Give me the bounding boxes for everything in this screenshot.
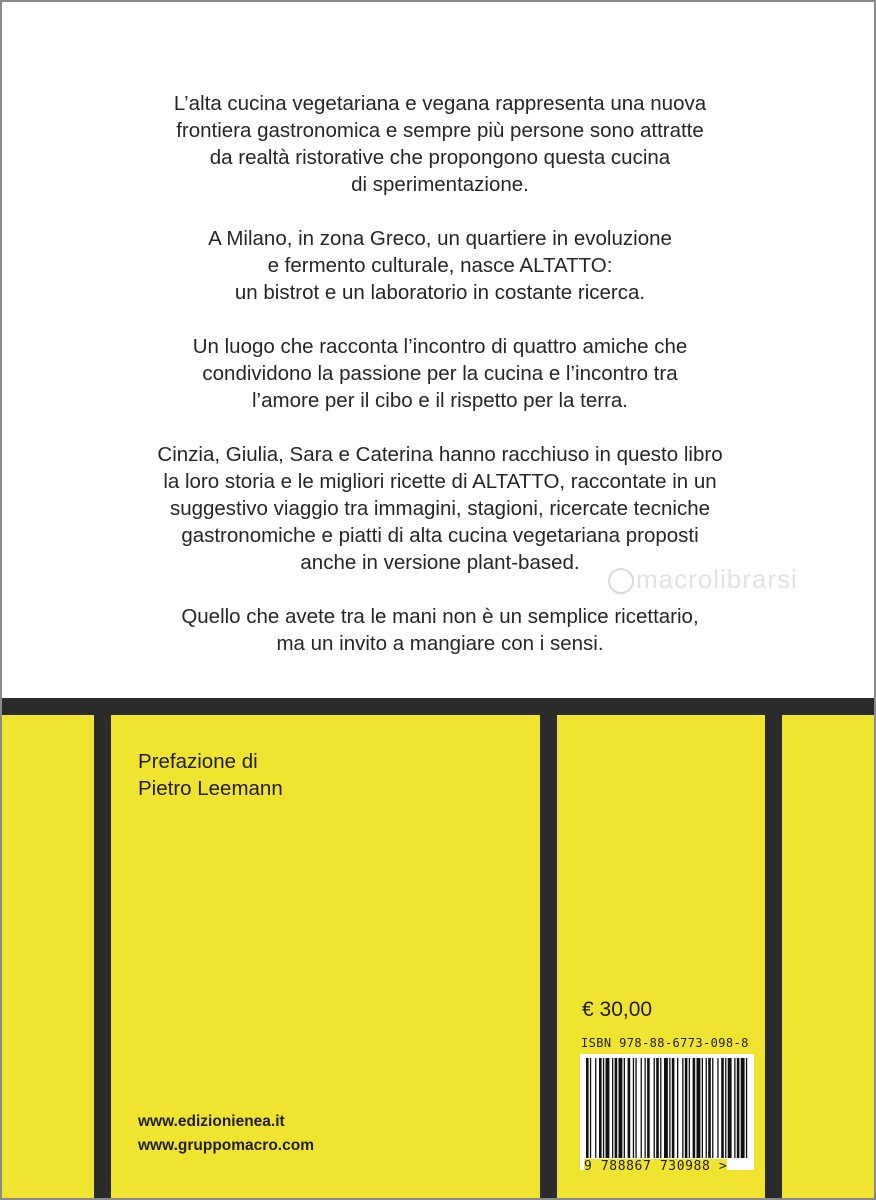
price-label: € 30,00 bbox=[582, 998, 653, 1021]
blurb-line: anche in versione plant-based. bbox=[300, 551, 580, 574]
band-vertical-rule bbox=[94, 698, 111, 1200]
blurb-line: gastronomiche e piatti di alta cucina vegetariana proposti bbox=[181, 524, 699, 547]
band-vertical-rule bbox=[540, 698, 557, 1200]
blurb-paragraph-2 bbox=[2, 225, 876, 306]
blurb-line: da realtà ristorative che propongono questa cucina bbox=[209, 146, 671, 169]
blurb-paragraph-5 bbox=[2, 603, 876, 657]
blurb-line: condividono la passione per la cucina e l’incontro tra bbox=[202, 362, 678, 385]
blurb-line: frontiera gastronomica e sempre più persone sono attratte bbox=[176, 119, 704, 142]
blurb-line: L’alta cucina vegetariana e vegana rappresenta una nuova bbox=[173, 92, 707, 115]
preface-credit bbox=[138, 748, 283, 802]
barcode-bars-icon bbox=[580, 1054, 754, 1170]
barcode bbox=[580, 1054, 754, 1170]
blurb-line: ma un invito a mangiare con i sensi. bbox=[276, 632, 604, 655]
blurb-line: la loro storia e le migliori ricette di ALTATTO, raccontate in un bbox=[163, 470, 717, 493]
isbn-label: ISBN 978-88-6773-098-8 bbox=[581, 1036, 749, 1050]
watermark-logo-icon bbox=[608, 568, 634, 594]
blurb-paragraph-4 bbox=[2, 441, 876, 576]
blurb-line: Cinzia, Giulia, Sara e Caterina hanno racchiuso in questo libro bbox=[157, 443, 723, 466]
blurb-line: A Milano, in zona Greco, un quartiere in evoluzione bbox=[208, 227, 672, 250]
blurb-line: l’amore per il cibo e il rispetto per la terra. bbox=[252, 389, 628, 412]
publisher-websites bbox=[138, 1110, 314, 1158]
blurb-line: e fermento culturale, nasce ALTATTO: bbox=[267, 254, 613, 277]
watermark-text: macrolibrarsi bbox=[636, 564, 798, 594]
band-top-rule bbox=[2, 698, 876, 715]
website-link[interactable]: www.edizionienea.it bbox=[138, 1113, 285, 1130]
blurb-line: Quello che avete tra le mani non è un semplice ricettario, bbox=[181, 605, 699, 628]
blurb-line: suggestivo viaggio tra immagini, stagioni, ricercate tecniche bbox=[169, 497, 711, 520]
blurb-line: di sperimentazione. bbox=[351, 173, 529, 196]
preface-label: Prefazione di bbox=[138, 750, 258, 773]
barcode-digits: 9 788867 730988 > bbox=[584, 1159, 728, 1174]
blurb-paragraph-3 bbox=[2, 333, 876, 414]
blurb-line: un bistrot e un laboratorio in costante ricerca. bbox=[234, 281, 646, 304]
website-link[interactable]: www.gruppomacro.com bbox=[138, 1137, 314, 1154]
blurb-line: Un luogo che racconta l’incontro di quattro amiche che bbox=[192, 335, 688, 358]
preface-author: Pietro Leemann bbox=[138, 777, 283, 800]
band-vertical-rule bbox=[765, 698, 782, 1200]
blurb-paragraph-1 bbox=[2, 90, 876, 198]
